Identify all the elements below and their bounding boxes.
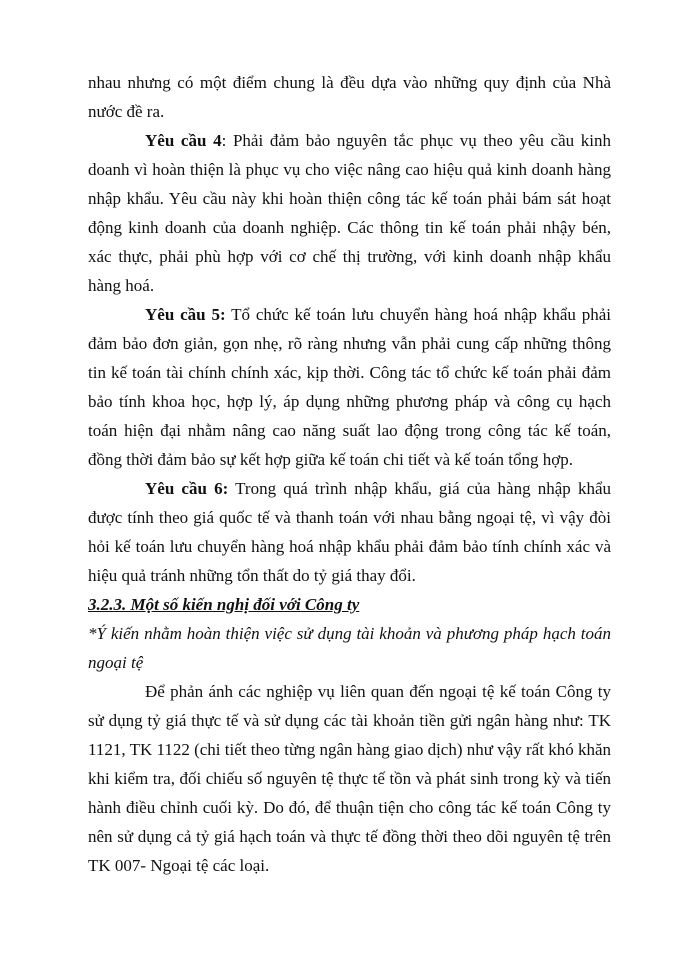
requirement-4-label: Yêu cầu 4 — [145, 131, 222, 150]
requirement-6-text: Trong quá trình nhập khẩu, giá của hàng nhập khẩu được tính theo giá quốc tế và thanh toán với nhau bằng ngoại tệ, vì vậy đòi hỏi kế toán lưu chuyển hàng hoá nhập khẩu phải đảm bảo tính chính xác và hiệu quả tránh những tổn thất do tỷ giá thay đổi. — [88, 479, 611, 585]
document-page — [88, 68, 611, 880]
paragraph-requirement-6 — [88, 474, 611, 590]
requirement-5-text: Tổ chức kế toán lưu chuyển hàng hoá nhập khẩu phải đảm bảo đơn giản, gọn nhẹ, rõ ràng nhưng vẫn phải cung cấp những thông tin kế toán tài chính chính xác, kịp thời. Công tác tổ chức kế toán phải đảm bảo tính khoa học, hợp lý, áp dụng những phương pháp và công cụ hạch toán hiện đại nhằm nâng cao năng suất lao động trong công tác kế toán, đồng thời đảm bảo sự kết hợp giữa kế toán chi tiết và kế toán tổng hợp. — [88, 305, 611, 469]
paragraph-requirement-4 — [88, 126, 611, 300]
paragraph-requirement-5 — [88, 300, 611, 474]
requirement-5-label: Yêu cầu 5: — [145, 305, 226, 324]
paragraph-intro: nhau nhưng có một điểm chung là đều dựa vào những quy định của Nhà nước đề ra. — [88, 73, 611, 121]
italic-note: *Ý kiến nhằm hoàn thiện việc sử dụng tài khoản và phương pháp hạch toán ngoại tệ — [88, 624, 611, 672]
requirement-4-text: : Phải đảm bảo nguyên tắc phục vụ theo yêu cầu kinh doanh vì hoàn thiện là phục vụ cho việc nâng cao hiệu quả kinh doanh hàng nhập khẩu. Yêu cầu này khi hoàn thiện công tác kế toán phải bám sát hoạt động kinh doanh của doanh nghiệp. Các thông tin kế toán phải nhậy bén, xác thực, phải phù hợp với cơ chế thị trường, với kinh doanh nhập khẩu hàng hoá. — [88, 131, 611, 295]
requirement-6-label: Yêu cầu 6: — [145, 479, 229, 498]
paragraph-final: Để phản ánh các nghiệp vụ liên quan đến ngoại tệ kế toán Công ty sử dụng tỷ giá thực tế và sử dụng các tài khoản tiền gửi ngân hàng như: TK 1121, TK 1122 (chi tiết theo từng ngân hàng giao dịch) như vậy rất khó khăn khi kiểm tra, đối chiếu số nguyên tệ thực tế tồn và phát sinh trong kỳ và tiến hành điều chỉnh cuối kỳ. Do đó, để thuận tiện cho công tác kế toán Công ty nên sử dụng cả tỷ giá hạch toán và thực tế đồng thời theo dõi nguyên tệ trên TK 007- Ngoại tệ các loại. — [88, 682, 611, 875]
section-heading: 3.2.3. Một số kiến nghị đối với Công ty — [88, 595, 360, 614]
